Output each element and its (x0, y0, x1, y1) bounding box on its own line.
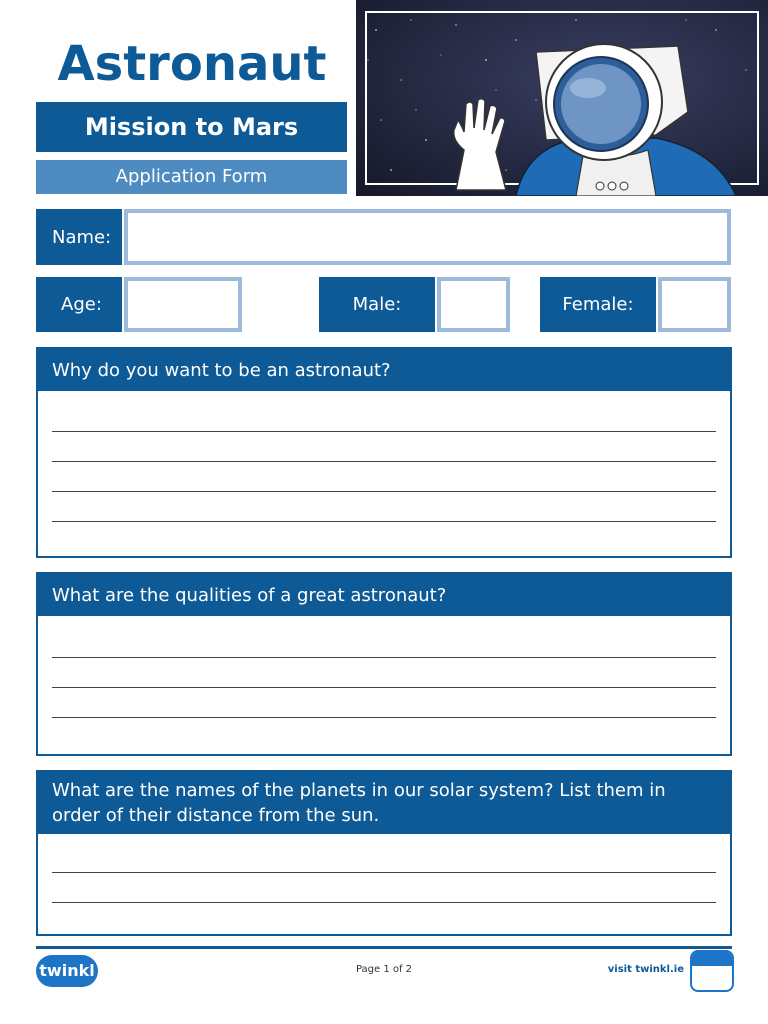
name-field[interactable] (124, 209, 731, 265)
male-checkbox[interactable] (437, 277, 510, 332)
age-label: Age: (36, 277, 122, 332)
answer-line[interactable] (52, 902, 716, 903)
answer-line[interactable] (52, 491, 716, 492)
mission-banner: Mission to Mars (36, 102, 347, 152)
answer-line[interactable] (52, 872, 716, 873)
footer-divider (36, 946, 732, 949)
answer-line[interactable] (52, 657, 716, 658)
question-heading: Why do you want to be an astronaut? (38, 349, 730, 391)
answer-line[interactable] (52, 717, 716, 718)
answer-line[interactable] (52, 687, 716, 688)
answer-line[interactable] (52, 461, 716, 462)
male-label: Male: (319, 277, 435, 332)
question-panel-planets (36, 770, 732, 936)
age-field[interactable] (124, 277, 242, 332)
application-form-banner: Application Form (36, 160, 347, 194)
question-heading: What are the qualities of a great astronaut? (38, 574, 730, 616)
question-panel-why (36, 347, 732, 558)
question-panel-qualities (36, 572, 732, 756)
astronaut-illustration (356, 0, 768, 196)
page-title: Astronaut (57, 36, 327, 92)
twinkl-logo: twinkl (36, 955, 98, 987)
answer-line[interactable] (52, 431, 716, 432)
website-link[interactable]: visit twinkl.ie (607, 964, 684, 975)
page-number: Page 1 of 2 (355, 964, 413, 975)
female-label: Female: (540, 277, 656, 332)
name-label: Name: (36, 209, 122, 265)
answer-line[interactable] (52, 521, 716, 522)
quality-badge-icon (690, 950, 734, 992)
female-checkbox[interactable] (658, 277, 731, 332)
question-heading: What are the names of the planets in our solar system? List them in order of their distance from the sun. (38, 772, 730, 834)
